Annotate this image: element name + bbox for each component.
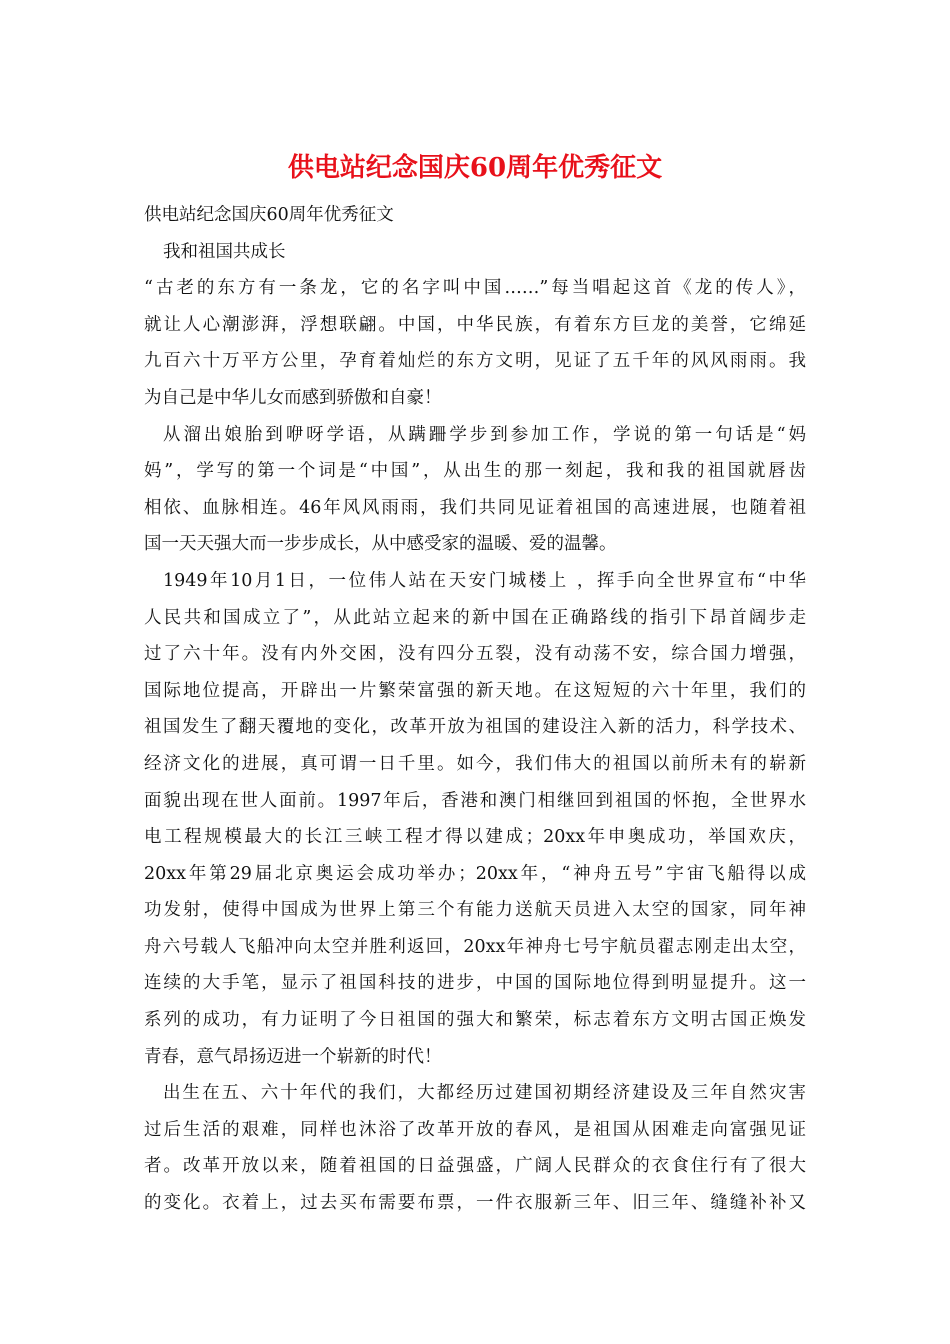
body-line: 九百六十万平方公里，孕育着灿烂的东方文明，见证了五千年的风风雨雨。我 — [144, 351, 806, 372]
body-line: 过了六十年。没有内外交困，没有四分五裂，没有动荡不安，综合国力增强， — [144, 644, 806, 665]
body-line: 连续的大手笔，显示了祖国科技的进步，中国的国际地位得到明显提升。这一 — [144, 973, 806, 994]
body-line: 为自己是中华儿女而感到骄傲和自豪！ — [144, 387, 442, 408]
body-line: 就让人心潮澎湃，浮想联翩。中国，中华民族，有着东方巨龙的美誉，它绵延 — [144, 314, 806, 335]
document-title: 供电站纪念国庆60周年优秀征文 — [287, 153, 663, 183]
body-line: 系列的成功，有力证明了今日祖国的强大和繁荣，标志着东方文明古国正焕发 — [144, 1010, 806, 1031]
body-line: 面貌出现在世人面前。1997年后，香港和澳门相继回到祖国的怀抱，全世界水 — [144, 790, 806, 811]
body-line: 人民共和国成立了”，从此站立起来的新中国在正确路线的指引下昂首阔步走 — [144, 607, 806, 628]
body-line: 相依、血脉相连。46年风风雨雨，我们共同见证着祖国的高速进展，也随着祖 — [144, 497, 806, 518]
body-line: 的变化。衣着上，过去买布需要布票，一件衣服新三年、旧三年、缝缝补补又 — [144, 1193, 806, 1214]
body-line: 舟六号载人飞船冲向太空并胜利返回，20xx年神舟七号宇航员翟志刚走出太空， — [144, 936, 806, 957]
body-line: 祖国发生了翻天覆地的变化，改革开放为祖国的建设注入新的活力，科学技术、 — [144, 717, 806, 738]
body-line: 20xx年第29届北京奥运会成功举办；20xx年，“神舟五号”宇宙飞船得以成 — [144, 863, 806, 884]
body-line: 妈”，学写的第一个词是“中国”，从出生的那一刻起，我和我的祖国就唇齿 — [144, 461, 806, 482]
body-line: 者。改革开放以来，随着祖国的日益强盛，广阔人民群众的衣食住行有了很大 — [144, 1156, 806, 1177]
document-body — [144, 197, 806, 1222]
body-line: 过后生活的艰难，同样也沐浴了改革开放的春风，是祖国从困难走向富强见证 — [144, 1119, 806, 1140]
body-line: 经济文化的进展，真可谓一日千里。如今，我们伟大的祖国以前所未有的崭新 — [144, 753, 806, 774]
body-line: 国际地位提高，开辟出一片繁荣富强的新天地。在这短短的六十年里，我们的 — [144, 680, 806, 701]
body-line: 1949年10月1日，一位伟人站在天安门城楼上 ，挥手向全世界宣布“中华 — [163, 570, 806, 591]
body-line: 电工程规模最大的长江三峡工程才得以建成；20xx年申奥成功，举国欢庆， — [144, 827, 806, 848]
body-line: 从溜出娘胎到咿呀学语，从蹒跚学步到参加工作，学说的第一句话是“妈 — [163, 424, 806, 445]
body-line: 出生在五、六十年代的我们，大都经历过建国初期经济建设及三年自然灾害 — [163, 1083, 806, 1104]
body-line: 供电站纪念国庆60周年优秀征文 — [144, 205, 394, 225]
body-line: 功发射，使得中国成为世界上第三个有能力送航天员进入太空的国家，同年神 — [144, 900, 806, 921]
body-line: 青春，意气昂扬迈进一个崭新的时代！ — [144, 1046, 442, 1067]
body-line: 国一天天强大而一步步成长，从中感受家的温暖、爱的温馨。 — [144, 534, 617, 555]
body-line: 我和祖国共成长 — [163, 241, 286, 262]
body-line: “古老的东方有一条龙，它的名字叫中国……”每当唱起这首《龙的传人》， — [144, 278, 806, 299]
